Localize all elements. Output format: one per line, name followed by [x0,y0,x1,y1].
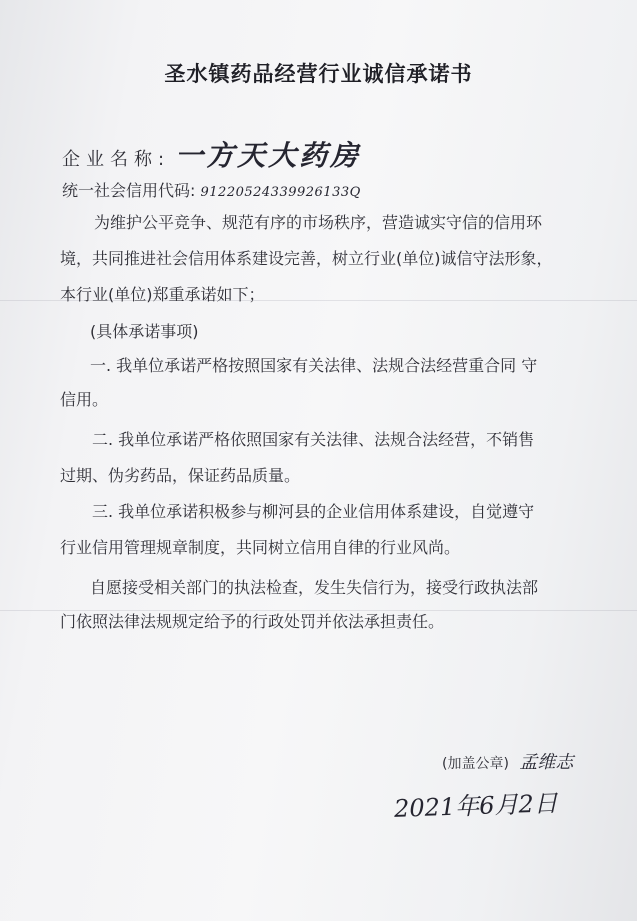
credit-code-label: 统一社会信用代码: [62,181,196,200]
item-3-line-1: 三. 我单位承诺积极参与柳河县的企业信用体系建设，自觉遵守 [92,502,535,521]
intro-line-2: 境，共同推进社会信用体系建设完善，树立行业(单位)诚信守法形象， [60,249,553,268]
intro-line-3: 本行业(单位)郑重承诺如下； [60,285,265,304]
closing-line-1: 自愿接受相关部门的执法检查，发生失信行为，接受行政执法部 [90,578,539,597]
section-heading: (具体承诺事项) [90,322,199,341]
enterprise-label: 企业名称: [62,149,171,170]
item-3-line-2: 行业信用管理规章制度，共同树立信用自律的行业风尚。 [60,538,461,557]
signer-name: 孟维志 [519,752,574,773]
stamp-label: (加盖公章) [442,756,509,772]
item-2-line-2: 过期、伪劣药品，保证药品质量。 [60,466,301,485]
item-1-line-1: 一. 我单位承诺严格按照国家有关法律、法规合法经营重合同 守 [90,356,538,375]
enterprise-name: 一方天大药房 [175,139,362,172]
item-2-line-1: 二. 我单位承诺严格依照国家有关法律、法规合法经营，不销售 [92,430,535,449]
enterprise-row [62,134,361,174]
signature-block [442,748,573,774]
signature-date: 2021年6月2日 [393,789,559,823]
credit-code-row [62,178,361,201]
intro-line-1: 为维护公平竞争、规范有序的市场秩序，营造诚实守信的信用环 [94,213,543,232]
closing-line-2: 门依照法律法规规定给予的行政处罚并依法承担责任。 [60,612,445,631]
document-title: 圣水镇药品经营行业诚信承诺书 [164,62,473,86]
item-1-line-2: 信用。 [60,390,109,409]
credit-code-value: 91220524339926133Q [200,185,361,200]
